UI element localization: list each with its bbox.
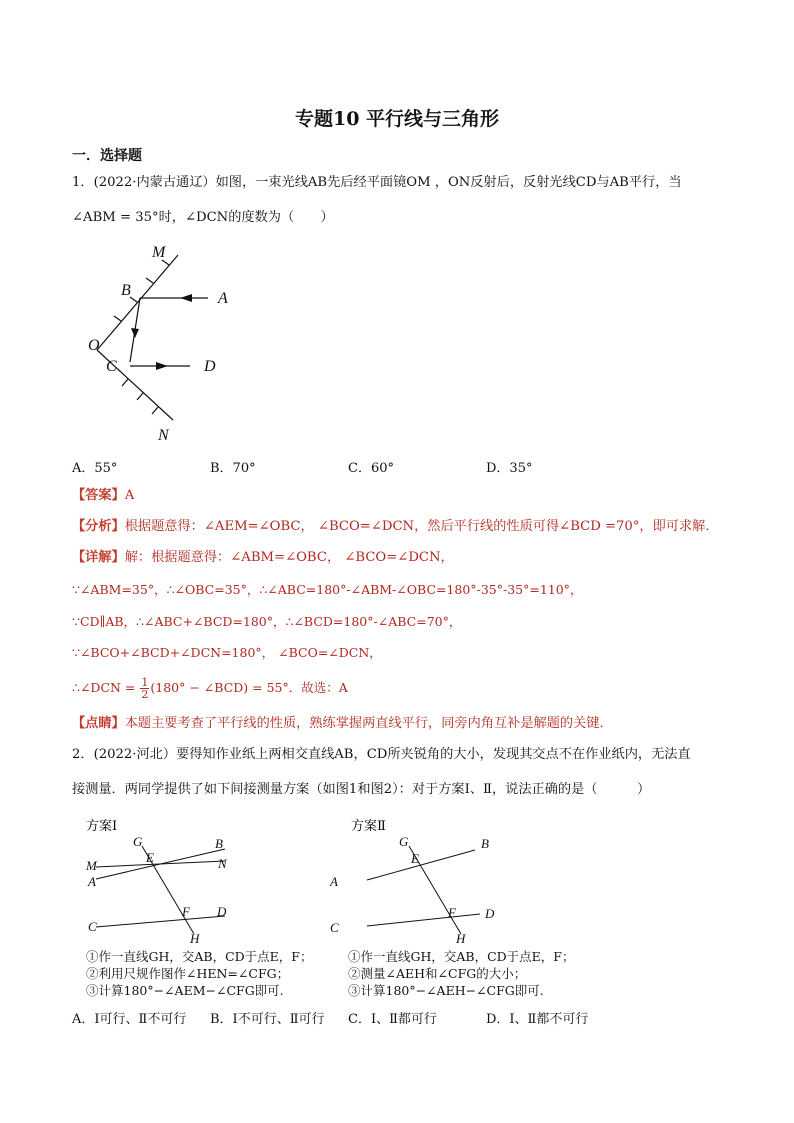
q2-stem-line1: 2．(2022·河北）要得知作业纸上两相交直线AB，CD所夹锐角的大小，发现其交点不在作业纸内，无法直 [72,747,691,762]
plan1-label-e: E [146,850,154,865]
plan1-label-d: D [217,904,227,919]
q1-option-a: A．55° [72,461,118,476]
q1-stem-line2: ∠ABM = 35°时，∠DCN的度数为（ ） [72,210,334,225]
q1-analysis [72,517,719,537]
plan1-label-c: C [88,919,97,934]
arrow-bc [131,328,139,338]
q1-mirror-figure [80,238,250,448]
q1-option-c: C．60° [348,461,394,476]
analysis-text: 根据题意得：∠AEM=∠OBC， ∠BCO=∠DCN，然后平行线的性质可得∠BCD =70°，即可求解． [124,519,719,534]
plan1-step-3: ③计算180°−∠AEM−∠CFG即可. [86,983,284,998]
plan2-label-a: A [330,874,338,889]
q1-option-d: D．35° [486,461,533,476]
comment-text: 本题主要考查了平行线的性质，熟练掌握两直线平行，同旁内角互补是解题的关键． [124,716,613,731]
mirror-om-line [97,255,178,350]
q1-comment [72,714,613,734]
plan1-step-1: ①作一直线GH，交AB，CD于点E，F； [86,949,313,964]
q1-detail-line4: ∵∠BCO+∠BCD+∠DCN=180°， ∠BCO=∠DCN， [72,645,382,660]
plan2-step-1: ①作一直线GH，交AB，CD于点E，F； [348,949,575,964]
plan2-figure [325,812,525,946]
label-c: C [106,358,117,375]
plan2-label-g: G [399,834,409,849]
arrow-cd [156,362,168,370]
label-a: A [218,290,228,307]
comment-tag: 【点睛】 [72,716,125,731]
plan1-label-a: A [88,874,96,889]
arrow-ab [180,294,192,302]
plan1-figure [80,812,250,946]
analysis-tag: 【分析】 [72,519,125,534]
plan1-label-f: F [182,904,190,919]
plan2-step-3: ③计算180°−∠AEH−∠CFG即可. [348,983,544,998]
plan1-line-cd [96,916,225,927]
plan1-label-g: G [133,834,143,849]
page-title: 专题10 平行线与三角形 [294,108,500,130]
q1-answer [72,486,134,506]
q1-detail-line1 [72,548,454,568]
plan1-steps [86,948,312,999]
q2-option-d: D．Ⅰ、Ⅱ都不可行 [486,1012,589,1027]
plan2-label-f: F [448,905,456,920]
fraction-numerator: 1 [141,676,149,689]
plan2-line-ab [367,850,475,880]
plan2-step-2: ②测量∠AEH和∠CFG的大小； [348,966,527,981]
plan2-steps [348,948,574,999]
q2-option-a: A．Ⅰ可行、Ⅱ不可行 [72,1012,187,1027]
plan1-label-m: M [86,858,97,873]
label-b: B [121,282,131,299]
plan2-line-cd [367,914,480,926]
answer-tag: 【答案】 [72,488,125,503]
detail-line5-pre: ∴∠DCN = [72,680,136,695]
plan1-line-mn [96,861,225,867]
detail-line5-answer: A [338,680,348,695]
q1-detail-line5 [72,675,348,701]
q1-detail-line2: ∵∠ABM=35°，∴∠OBC=35°，∴∠ABC=180°-∠ABM-∠OBC=180°-35°-35°=110°， [72,582,583,597]
q1-option-b: B．70° [210,461,256,476]
plan1-step-2: ②利用尺规作图作∠HEN=∠CFG； [86,966,290,981]
plan1-label-b: B [215,836,223,851]
plan1-label-n: N [218,856,227,871]
q2-option-b: B．Ⅰ不可行、Ⅱ可行 [210,1012,325,1027]
label-d: D [204,358,216,375]
plan2-label-h: H [456,931,466,946]
detail-line5-post: (180° − ∠BCD) = 55°．故选： [150,680,339,695]
plan2-title: 方案Ⅱ [351,818,386,833]
label-m: M [152,244,166,261]
detail-tag: 【详解】 [72,550,125,565]
label-o: O [88,337,100,354]
q1-detail-line3: ∵CD∥AB，∴∠ABC+∠BCD=180°，∴∠BCD=180°-∠ABC=70°， [72,614,462,629]
plan1-label-h: H [190,931,200,946]
plan2-label-e: E [411,851,419,866]
q2-stem-line2: 接测量．两同学提供了如下间接测量方案（如图1和图2）：对于方案Ⅰ、Ⅱ，说法正确的是（ ） [72,782,651,797]
fraction-denominator: 2 [141,688,149,701]
fraction-half [140,677,149,700]
plan2-label-b: B [481,836,489,851]
plan1-title: 方案Ⅰ [86,818,118,833]
plan2-label-d: D [485,906,495,921]
plan2-label-c: C [330,920,339,935]
label-n: N [158,427,169,444]
detail-text-1: 解：根据题意得：∠ABM=∠OBC， ∠BCO=∠DCN， [124,550,454,565]
answer-value: A [124,488,135,503]
q2-option-c: C．Ⅰ、Ⅱ都可行 [348,1012,437,1027]
q1-stem-line1: 1．(2022·内蒙古通辽）如图，一束光线AB先后经平面镜OM ，ON反射后，反射光线CD与AB平行，当 [72,175,682,190]
section-heading: 一．选择题 [72,148,142,164]
